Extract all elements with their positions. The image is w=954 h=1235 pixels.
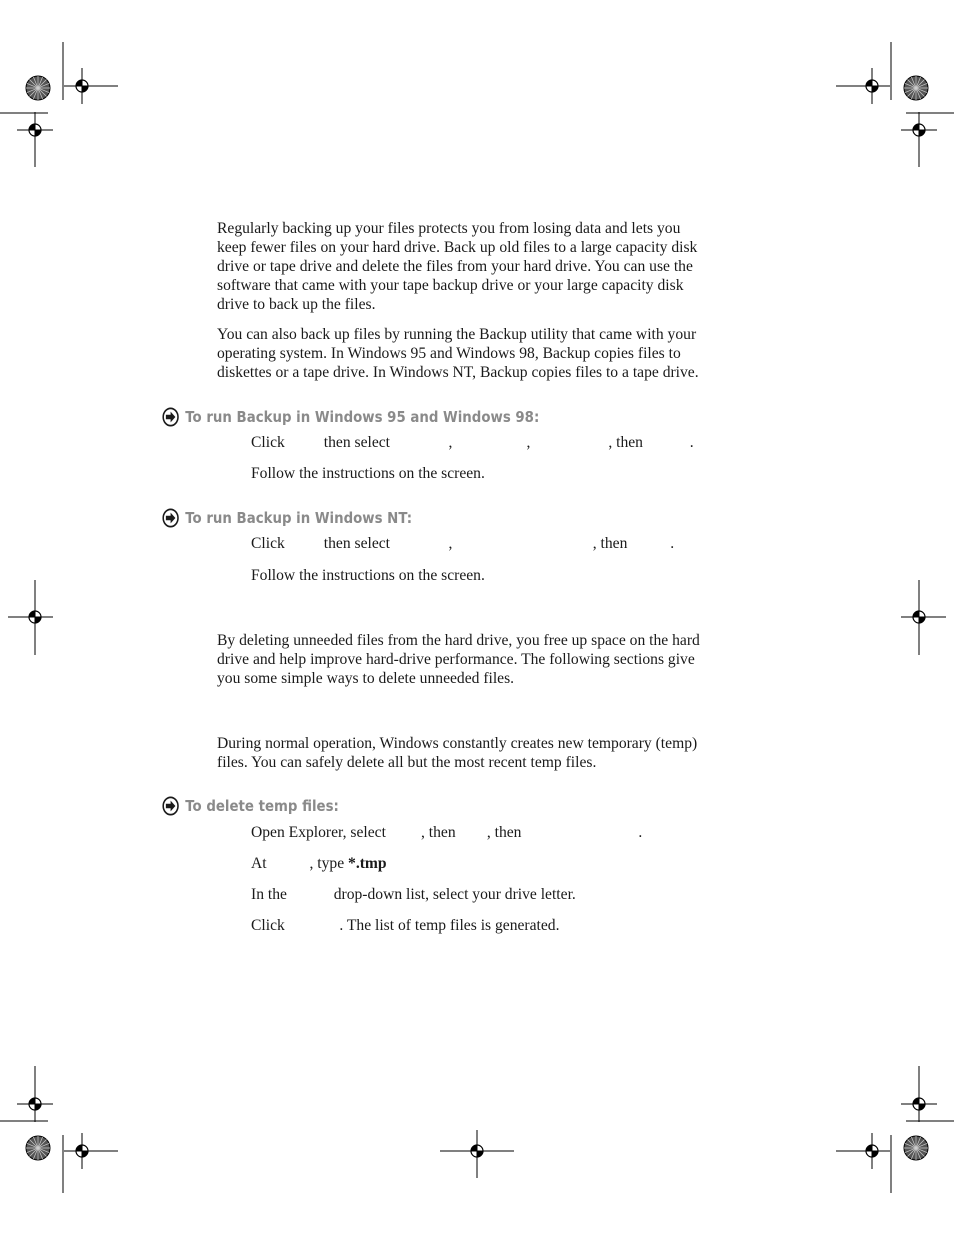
procedure-heading-95-98: To run Backup in Windows 95 and Windows 98: (162, 405, 539, 429)
arrow-circle-icon (162, 796, 179, 816)
star-target-icon (26, 1136, 50, 1160)
arrow-circle-icon (162, 508, 179, 528)
step-95-98-follow: Follow the instructions on the screen. (251, 465, 485, 482)
star-target-icon (904, 76, 928, 100)
step-temp-select-drive: In the drop-down list, select your drive letter. (251, 886, 576, 903)
procedure-heading-temp: To delete temp files: (162, 794, 339, 818)
star-target-icon (26, 76, 50, 100)
backup-utility-paragraph: You can also back up files by running the Backup utility that came with your operating system. In Windows 95 and Windows 98, Backup copies files to diskettes or a tape drive. In Windows NT, Backup copies files to a tape drive. (217, 326, 699, 381)
step-95-98-click-start: Click then select , , , then . (251, 434, 694, 451)
step-temp-type-pattern: At , type *.tmp (251, 855, 387, 872)
step-nt-click-start: Click then select , , then . (251, 535, 675, 552)
backup-intro-paragraph: Regularly backing up your files protects you from losing data and lets you keep fewer files on your hard drive. Back up old files to a large capacity disk drive or tape drive and delete the files from your hard drive. You can use the software that came with your tape backup drive or your large capacity disk drive to back up the files. (217, 220, 698, 313)
delete-files-paragraph: By deleting unneeded files from the hard drive, you free up space on the hard drive and help improve hard-drive performance. The following sections give you some simple ways to delete unneeded files. (217, 632, 700, 687)
temp-files-paragraph: During normal operation, Windows constantly creates new temporary (temp) files. You can safely delete all but the most recent temp files. (217, 735, 698, 771)
step-temp-click-find: Click . The list of temp files is generated. (251, 917, 560, 934)
step-temp-open-explorer: Open Explorer, select , then , then . (251, 824, 643, 841)
arrow-circle-icon (162, 407, 179, 427)
star-target-icon (904, 1136, 928, 1160)
step-nt-follow: Follow the instructions on the screen. (251, 567, 485, 584)
procedure-heading-nt: To run Backup in Windows NT: (162, 506, 412, 530)
